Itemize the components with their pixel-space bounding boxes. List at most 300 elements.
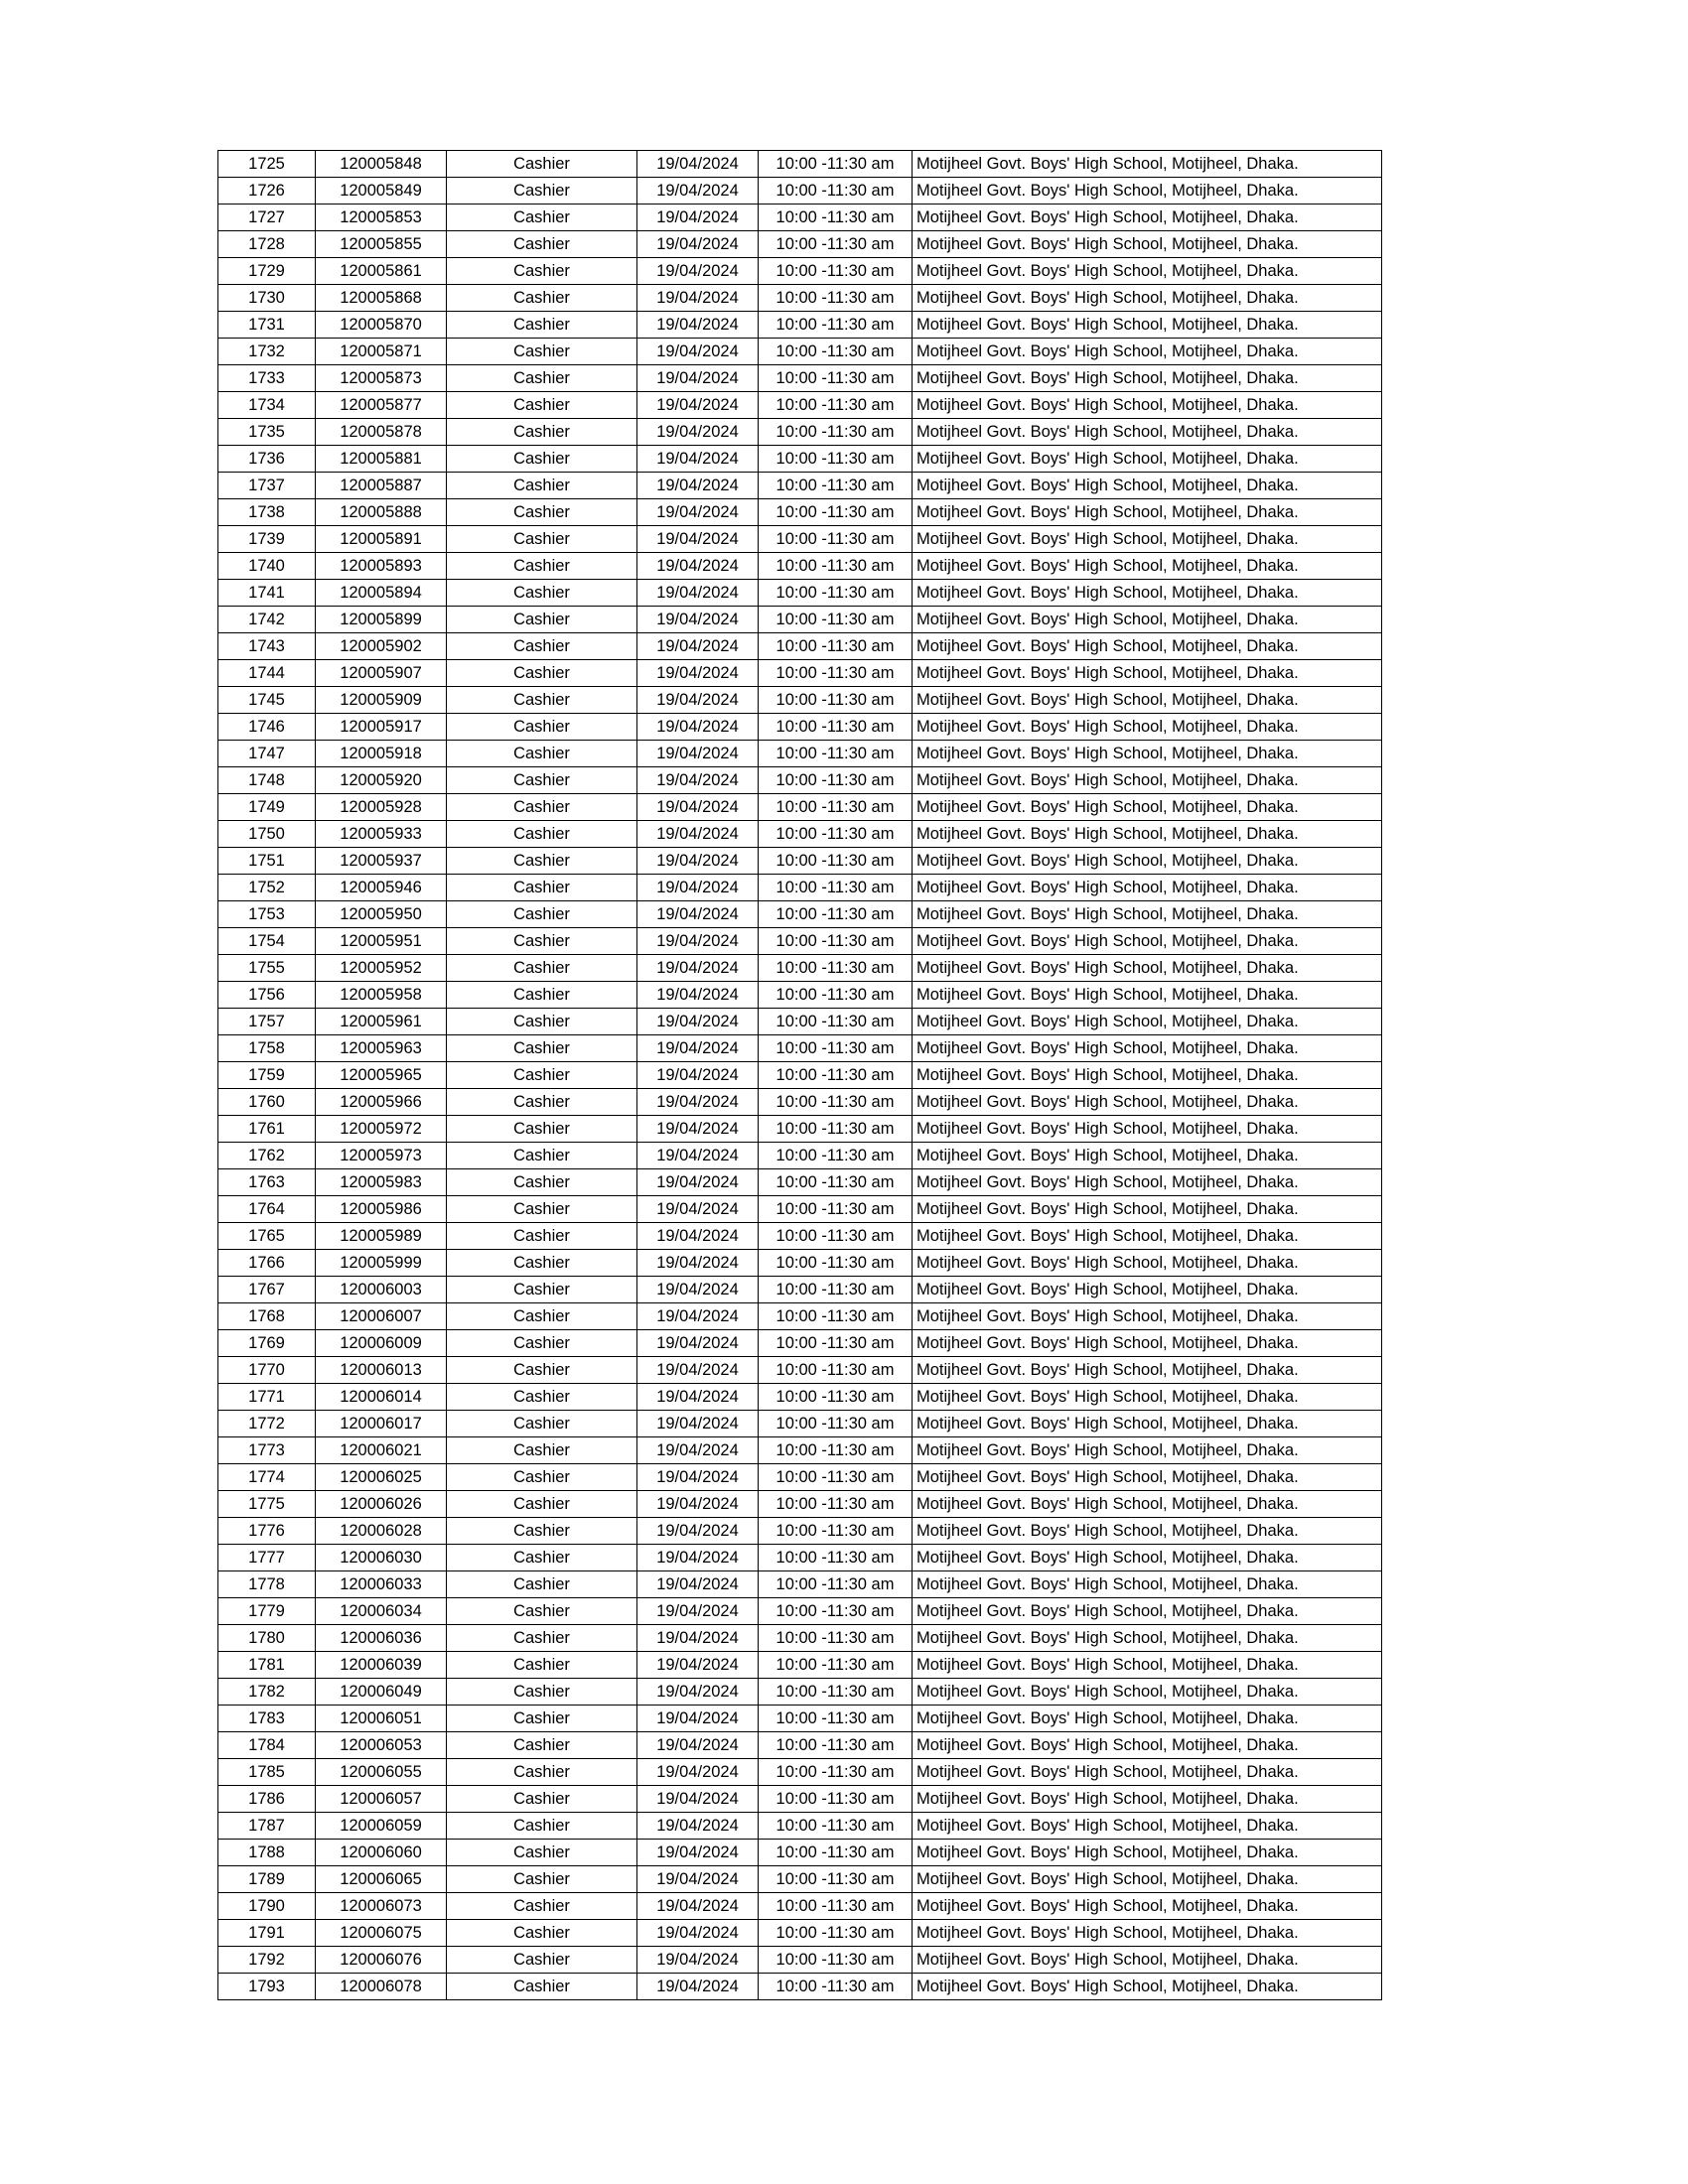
roll-number-cell: 120006059 <box>316 1813 447 1840</box>
post-name-cell: Cashier <box>447 1625 637 1652</box>
serial-cell: 1790 <box>218 1893 316 1920</box>
venue-cell: Motijheel Govt. Boys' High School, Motijheel, Dhaka. <box>913 1169 1382 1196</box>
exam-date-cell: 19/04/2024 <box>637 312 759 339</box>
exam-time-cell: 10:00 -11:30 am <box>759 1035 913 1062</box>
post-name-cell: Cashier <box>447 741 637 767</box>
table-row <box>218 1035 1382 1062</box>
serial-cell: 1741 <box>218 580 316 607</box>
table-row <box>218 580 1382 607</box>
exam-time-cell: 10:00 -11:30 am <box>759 339 913 365</box>
table-row <box>218 151 1382 178</box>
exam-time-cell: 10:00 -11:30 am <box>759 231 913 258</box>
table-row <box>218 526 1382 553</box>
serial-cell: 1736 <box>218 446 316 473</box>
table-row <box>218 1062 1382 1089</box>
table-row <box>218 1759 1382 1786</box>
venue-cell: Motijheel Govt. Boys' High School, Motijheel, Dhaka. <box>913 1411 1382 1437</box>
exam-time-cell: 10:00 -11:30 am <box>759 285 913 312</box>
exam-time-cell: 10:00 -11:30 am <box>759 607 913 633</box>
post-name-cell: Cashier <box>447 499 637 526</box>
table-row <box>218 1571 1382 1598</box>
venue-cell: Motijheel Govt. Boys' High School, Motijheel, Dhaka. <box>913 1196 1382 1223</box>
post-name-cell: Cashier <box>447 714 637 741</box>
table-row <box>218 1840 1382 1866</box>
serial-cell: 1738 <box>218 499 316 526</box>
serial-cell: 1766 <box>218 1250 316 1277</box>
serial-cell: 1728 <box>218 231 316 258</box>
table-row <box>218 741 1382 767</box>
venue-cell: Motijheel Govt. Boys' High School, Motijheel, Dhaka. <box>913 580 1382 607</box>
exam-time-cell: 10:00 -11:30 am <box>759 1866 913 1893</box>
roll-number-cell: 120005951 <box>316 928 447 955</box>
exam-date-cell: 19/04/2024 <box>637 687 759 714</box>
table-body <box>218 151 1382 2000</box>
exam-time-cell: 10:00 -11:30 am <box>759 741 913 767</box>
roll-number-cell: 120005918 <box>316 741 447 767</box>
serial-cell: 1727 <box>218 205 316 231</box>
venue-cell: Motijheel Govt. Boys' High School, Motijheel, Dhaka. <box>913 1223 1382 1250</box>
exam-date-cell: 19/04/2024 <box>637 473 759 499</box>
exam-date-cell: 19/04/2024 <box>637 821 759 848</box>
post-name-cell: Cashier <box>447 1437 637 1464</box>
post-name-cell: Cashier <box>447 1866 637 1893</box>
venue-cell: Motijheel Govt. Boys' High School, Motijheel, Dhaka. <box>913 901 1382 928</box>
roll-number-cell: 120006025 <box>316 1464 447 1491</box>
exam-time-cell: 10:00 -11:30 am <box>759 901 913 928</box>
roll-number-cell: 120005963 <box>316 1035 447 1062</box>
table-row <box>218 1330 1382 1357</box>
serial-cell: 1773 <box>218 1437 316 1464</box>
serial-cell: 1756 <box>218 982 316 1009</box>
post-name-cell: Cashier <box>447 1277 637 1303</box>
exam-time-cell: 10:00 -11:30 am <box>759 1786 913 1813</box>
serial-cell: 1763 <box>218 1169 316 1196</box>
exam-date-cell: 19/04/2024 <box>637 714 759 741</box>
exam-date-cell: 19/04/2024 <box>637 1089 759 1116</box>
venue-cell: Motijheel Govt. Boys' High School, Motijheel, Dhaka. <box>913 312 1382 339</box>
post-name-cell: Cashier <box>447 1974 637 2000</box>
exam-date-cell: 19/04/2024 <box>637 499 759 526</box>
serial-cell: 1744 <box>218 660 316 687</box>
exam-date-cell: 19/04/2024 <box>637 1893 759 1920</box>
table-row <box>218 365 1382 392</box>
serial-cell: 1762 <box>218 1143 316 1169</box>
roll-number-cell: 120005881 <box>316 446 447 473</box>
venue-cell: Motijheel Govt. Boys' High School, Motijheel, Dhaka. <box>913 499 1382 526</box>
serial-cell: 1735 <box>218 419 316 446</box>
table-row <box>218 1545 1382 1571</box>
exam-date-cell: 19/04/2024 <box>637 1143 759 1169</box>
exam-date-cell: 19/04/2024 <box>637 446 759 473</box>
post-name-cell: Cashier <box>447 526 637 553</box>
roll-number-cell: 120006028 <box>316 1518 447 1545</box>
post-name-cell: Cashier <box>447 1196 637 1223</box>
venue-cell: Motijheel Govt. Boys' High School, Motijheel, Dhaka. <box>913 1813 1382 1840</box>
exam-time-cell: 10:00 -11:30 am <box>759 875 913 901</box>
table-row <box>218 875 1382 901</box>
serial-cell: 1747 <box>218 741 316 767</box>
serial-cell: 1782 <box>218 1679 316 1706</box>
exam-time-cell: 10:00 -11:30 am <box>759 499 913 526</box>
venue-cell: Motijheel Govt. Boys' High School, Motijheel, Dhaka. <box>913 848 1382 875</box>
post-name-cell: Cashier <box>447 446 637 473</box>
exam-time-cell: 10:00 -11:30 am <box>759 1062 913 1089</box>
exam-date-cell: 19/04/2024 <box>637 1786 759 1813</box>
exam-date-cell: 19/04/2024 <box>637 1223 759 1250</box>
exam-date-cell: 19/04/2024 <box>637 526 759 553</box>
roll-number-cell: 120005937 <box>316 848 447 875</box>
exam-date-cell: 19/04/2024 <box>637 285 759 312</box>
exam-time-cell: 10:00 -11:30 am <box>759 955 913 982</box>
table-row <box>218 633 1382 660</box>
roll-number-cell: 120006014 <box>316 1384 447 1411</box>
exam-date-cell: 19/04/2024 <box>637 607 759 633</box>
venue-cell: Motijheel Govt. Boys' High School, Motijheel, Dhaka. <box>913 1357 1382 1384</box>
roll-number-cell: 120006049 <box>316 1679 447 1706</box>
exam-time-cell: 10:00 -11:30 am <box>759 767 913 794</box>
serial-cell: 1742 <box>218 607 316 633</box>
post-name-cell: Cashier <box>447 901 637 928</box>
exam-time-cell: 10:00 -11:30 am <box>759 1491 913 1518</box>
exam-time-cell: 10:00 -11:30 am <box>759 312 913 339</box>
serial-cell: 1768 <box>218 1303 316 1330</box>
exam-date-cell: 19/04/2024 <box>637 1062 759 1089</box>
table-row <box>218 1196 1382 1223</box>
table-row <box>218 1384 1382 1411</box>
exam-date-cell: 19/04/2024 <box>637 1357 759 1384</box>
roll-number-cell: 120005917 <box>316 714 447 741</box>
post-name-cell: Cashier <box>447 821 637 848</box>
serial-cell: 1776 <box>218 1518 316 1545</box>
exam-time-cell: 10:00 -11:30 am <box>759 1920 913 1947</box>
post-name-cell: Cashier <box>447 633 637 660</box>
exam-time-cell: 10:00 -11:30 am <box>759 633 913 660</box>
exam-date-cell: 19/04/2024 <box>637 633 759 660</box>
exam-time-cell: 10:00 -11:30 am <box>759 1411 913 1437</box>
roll-number-cell: 120005907 <box>316 660 447 687</box>
table-row <box>218 901 1382 928</box>
serial-cell: 1750 <box>218 821 316 848</box>
roll-number-cell: 120005958 <box>316 982 447 1009</box>
venue-cell: Motijheel Govt. Boys' High School, Motijheel, Dhaka. <box>913 419 1382 446</box>
post-name-cell: Cashier <box>447 553 637 580</box>
venue-cell: Motijheel Govt. Boys' High School, Motijheel, Dhaka. <box>913 1679 1382 1706</box>
roll-number-cell: 120005868 <box>316 285 447 312</box>
serial-cell: 1729 <box>218 258 316 285</box>
post-name-cell: Cashier <box>447 1840 637 1866</box>
post-name-cell: Cashier <box>447 151 637 178</box>
post-name-cell: Cashier <box>447 1089 637 1116</box>
venue-cell: Motijheel Govt. Boys' High School, Motijheel, Dhaka. <box>913 1089 1382 1116</box>
exam-time-cell: 10:00 -11:30 am <box>759 982 913 1009</box>
post-name-cell: Cashier <box>447 1947 637 1974</box>
serial-cell: 1730 <box>218 285 316 312</box>
exam-date-cell: 19/04/2024 <box>637 580 759 607</box>
venue-cell: Motijheel Govt. Boys' High School, Motijheel, Dhaka. <box>913 1571 1382 1598</box>
exam-time-cell: 10:00 -11:30 am <box>759 419 913 446</box>
exam-date-cell: 19/04/2024 <box>637 741 759 767</box>
serial-cell: 1760 <box>218 1089 316 1116</box>
exam-date-cell: 19/04/2024 <box>637 419 759 446</box>
serial-cell: 1758 <box>218 1035 316 1062</box>
table-row <box>218 1974 1382 2000</box>
serial-cell: 1769 <box>218 1330 316 1357</box>
exam-time-cell: 10:00 -11:30 am <box>759 1893 913 1920</box>
exam-date-cell: 19/04/2024 <box>637 1679 759 1706</box>
post-name-cell: Cashier <box>447 1116 637 1143</box>
exam-time-cell: 10:00 -11:30 am <box>759 1840 913 1866</box>
roll-number-cell: 120006036 <box>316 1625 447 1652</box>
roll-number-cell: 120005966 <box>316 1089 447 1116</box>
post-name-cell: Cashier <box>447 1652 637 1679</box>
roll-number-cell: 120005961 <box>316 1009 447 1035</box>
serial-cell: 1787 <box>218 1813 316 1840</box>
table-row <box>218 1893 1382 1920</box>
serial-cell: 1753 <box>218 901 316 928</box>
exam-date-cell: 19/04/2024 <box>637 1947 759 1974</box>
exam-date-cell: 19/04/2024 <box>637 955 759 982</box>
venue-cell: Motijheel Govt. Boys' High School, Motijheel, Dhaka. <box>913 1840 1382 1866</box>
exam-time-cell: 10:00 -11:30 am <box>759 553 913 580</box>
serial-cell: 1767 <box>218 1277 316 1303</box>
table-row <box>218 553 1382 580</box>
exam-date-cell: 19/04/2024 <box>637 928 759 955</box>
serial-cell: 1752 <box>218 875 316 901</box>
post-name-cell: Cashier <box>447 1250 637 1277</box>
serial-cell: 1785 <box>218 1759 316 1786</box>
exam-time-cell: 10:00 -11:30 am <box>759 1813 913 1840</box>
exam-date-cell: 19/04/2024 <box>637 1840 759 1866</box>
venue-cell: Motijheel Govt. Boys' High School, Motijheel, Dhaka. <box>913 1009 1382 1035</box>
exam-time-cell: 10:00 -11:30 am <box>759 526 913 553</box>
roll-number-cell: 120005909 <box>316 687 447 714</box>
exam-date-cell: 19/04/2024 <box>637 1545 759 1571</box>
exam-date-cell: 19/04/2024 <box>637 1866 759 1893</box>
exam-date-cell: 19/04/2024 <box>637 1920 759 1947</box>
venue-cell: Motijheel Govt. Boys' High School, Motijheel, Dhaka. <box>913 633 1382 660</box>
roll-number-cell: 120005878 <box>316 419 447 446</box>
roll-number-cell: 120005855 <box>316 231 447 258</box>
venue-cell: Motijheel Govt. Boys' High School, Motijheel, Dhaka. <box>913 526 1382 553</box>
venue-cell: Motijheel Govt. Boys' High School, Motijheel, Dhaka. <box>913 1330 1382 1357</box>
venue-cell: Motijheel Govt. Boys' High School, Motijheel, Dhaka. <box>913 875 1382 901</box>
venue-cell: Motijheel Govt. Boys' High School, Motijheel, Dhaka. <box>913 741 1382 767</box>
serial-cell: 1734 <box>218 392 316 419</box>
exam-time-cell: 10:00 -11:30 am <box>759 473 913 499</box>
exam-time-cell: 10:00 -11:30 am <box>759 1384 913 1411</box>
post-name-cell: Cashier <box>447 580 637 607</box>
exam-time-cell: 10:00 -11:30 am <box>759 1437 913 1464</box>
exam-date-cell: 19/04/2024 <box>637 1169 759 1196</box>
exam-date-cell: 19/04/2024 <box>637 1759 759 1786</box>
exam-date-cell: 19/04/2024 <box>637 365 759 392</box>
table-row <box>218 231 1382 258</box>
post-name-cell: Cashier <box>447 1732 637 1759</box>
table-row <box>218 1947 1382 1974</box>
table-row <box>218 285 1382 312</box>
post-name-cell: Cashier <box>447 1223 637 1250</box>
serial-cell: 1779 <box>218 1598 316 1625</box>
venue-cell: Motijheel Govt. Boys' High School, Motijheel, Dhaka. <box>913 607 1382 633</box>
roll-number-cell: 120006060 <box>316 1840 447 1866</box>
roll-number-cell: 120005888 <box>316 499 447 526</box>
serial-cell: 1781 <box>218 1652 316 1679</box>
roll-number-cell: 120005989 <box>316 1223 447 1250</box>
serial-cell: 1774 <box>218 1464 316 1491</box>
post-name-cell: Cashier <box>447 1357 637 1384</box>
post-name-cell: Cashier <box>447 1545 637 1571</box>
table-row <box>218 1866 1382 1893</box>
roll-number-cell: 120005973 <box>316 1143 447 1169</box>
serial-cell: 1791 <box>218 1920 316 1947</box>
post-name-cell: Cashier <box>447 1411 637 1437</box>
table-row <box>218 1411 1382 1437</box>
serial-cell: 1759 <box>218 1062 316 1089</box>
post-name-cell: Cashier <box>447 1384 637 1411</box>
venue-cell: Motijheel Govt. Boys' High School, Motijheel, Dhaka. <box>913 1464 1382 1491</box>
exam-time-cell: 10:00 -11:30 am <box>759 1974 913 2000</box>
venue-cell: Motijheel Govt. Boys' High School, Motijheel, Dhaka. <box>913 767 1382 794</box>
venue-cell: Motijheel Govt. Boys' High School, Motijheel, Dhaka. <box>913 392 1382 419</box>
exam-date-cell: 19/04/2024 <box>637 767 759 794</box>
venue-cell: Motijheel Govt. Boys' High School, Motijheel, Dhaka. <box>913 1277 1382 1303</box>
exam-time-cell: 10:00 -11:30 am <box>759 1652 913 1679</box>
table-row <box>218 687 1382 714</box>
exam-date-cell: 19/04/2024 <box>637 258 759 285</box>
table-row <box>218 1706 1382 1732</box>
venue-cell: Motijheel Govt. Boys' High School, Motijheel, Dhaka. <box>913 365 1382 392</box>
post-name-cell: Cashier <box>447 928 637 955</box>
serial-cell: 1786 <box>218 1786 316 1813</box>
table-row <box>218 1813 1382 1840</box>
exam-time-cell: 10:00 -11:30 am <box>759 714 913 741</box>
post-name-cell: Cashier <box>447 205 637 231</box>
post-name-cell: Cashier <box>447 1679 637 1706</box>
serial-cell: 1777 <box>218 1545 316 1571</box>
roll-number-cell: 120005853 <box>316 205 447 231</box>
table-row <box>218 205 1382 231</box>
exam-time-cell: 10:00 -11:30 am <box>759 848 913 875</box>
serial-cell: 1740 <box>218 553 316 580</box>
table-row <box>218 1009 1382 1035</box>
venue-cell: Motijheel Govt. Boys' High School, Motijheel, Dhaka. <box>913 1143 1382 1169</box>
venue-cell: Motijheel Govt. Boys' High School, Motijheel, Dhaka. <box>913 982 1382 1009</box>
serial-cell: 1789 <box>218 1866 316 1893</box>
table-row <box>218 1143 1382 1169</box>
post-name-cell: Cashier <box>447 1598 637 1625</box>
table-row <box>218 1652 1382 1679</box>
exam-time-cell: 10:00 -11:30 am <box>759 1089 913 1116</box>
post-name-cell: Cashier <box>447 339 637 365</box>
serial-cell: 1746 <box>218 714 316 741</box>
exam-time-cell: 10:00 -11:30 am <box>759 392 913 419</box>
exam-date-cell: 19/04/2024 <box>637 151 759 178</box>
venue-cell: Motijheel Govt. Boys' High School, Motijheel, Dhaka. <box>913 1116 1382 1143</box>
venue-cell: Motijheel Govt. Boys' High School, Motijheel, Dhaka. <box>913 1491 1382 1518</box>
post-name-cell: Cashier <box>447 1035 637 1062</box>
post-name-cell: Cashier <box>447 1786 637 1813</box>
serial-cell: 1731 <box>218 312 316 339</box>
table-row <box>218 419 1382 446</box>
post-name-cell: Cashier <box>447 1813 637 1840</box>
exam-time-cell: 10:00 -11:30 am <box>759 1571 913 1598</box>
post-name-cell: Cashier <box>447 1464 637 1491</box>
roll-number-cell: 120006013 <box>316 1357 447 1384</box>
post-name-cell: Cashier <box>447 312 637 339</box>
venue-cell: Motijheel Govt. Boys' High School, Motijheel, Dhaka. <box>913 821 1382 848</box>
venue-cell: Motijheel Govt. Boys' High School, Motijheel, Dhaka. <box>913 285 1382 312</box>
serial-cell: 1739 <box>218 526 316 553</box>
exam-date-cell: 19/04/2024 <box>637 231 759 258</box>
table-row <box>218 794 1382 821</box>
roll-number-cell: 120006078 <box>316 1974 447 2000</box>
table-row <box>218 660 1382 687</box>
exam-date-cell: 19/04/2024 <box>637 339 759 365</box>
venue-cell: Motijheel Govt. Boys' High School, Motijheel, Dhaka. <box>913 339 1382 365</box>
serial-cell: 1784 <box>218 1732 316 1759</box>
table-row <box>218 339 1382 365</box>
venue-cell: Motijheel Govt. Boys' High School, Motijheel, Dhaka. <box>913 231 1382 258</box>
venue-cell: Motijheel Govt. Boys' High School, Motijheel, Dhaka. <box>913 446 1382 473</box>
table-row <box>218 955 1382 982</box>
table-row <box>218 1786 1382 1813</box>
roll-number-cell: 120006053 <box>316 1732 447 1759</box>
table-row <box>218 392 1382 419</box>
roll-number-cell: 120006021 <box>316 1437 447 1464</box>
serial-cell: 1775 <box>218 1491 316 1518</box>
exam-date-cell: 19/04/2024 <box>637 1035 759 1062</box>
roll-number-cell: 120005999 <box>316 1250 447 1277</box>
table-row <box>218 1357 1382 1384</box>
post-name-cell: Cashier <box>447 1706 637 1732</box>
roll-number-cell: 120005861 <box>316 258 447 285</box>
roll-number-cell: 120006026 <box>316 1491 447 1518</box>
serial-cell: 1772 <box>218 1411 316 1437</box>
exam-time-cell: 10:00 -11:30 am <box>759 821 913 848</box>
venue-cell: Motijheel Govt. Boys' High School, Motijheel, Dhaka. <box>913 1598 1382 1625</box>
exam-date-cell: 19/04/2024 <box>637 1813 759 1840</box>
table-row <box>218 473 1382 499</box>
exam-time-cell: 10:00 -11:30 am <box>759 1250 913 1277</box>
post-name-cell: Cashier <box>447 392 637 419</box>
table-row <box>218 1732 1382 1759</box>
roll-number-cell: 120005871 <box>316 339 447 365</box>
exam-date-cell: 19/04/2024 <box>637 1250 759 1277</box>
serial-cell: 1733 <box>218 365 316 392</box>
post-name-cell: Cashier <box>447 258 637 285</box>
roll-number-cell: 120006017 <box>316 1411 447 1437</box>
roll-number-cell: 120006065 <box>316 1866 447 1893</box>
serial-cell: 1725 <box>218 151 316 178</box>
exam-date-cell: 19/04/2024 <box>637 875 759 901</box>
post-name-cell: Cashier <box>447 365 637 392</box>
serial-cell: 1749 <box>218 794 316 821</box>
venue-cell: Motijheel Govt. Boys' High School, Motijheel, Dhaka. <box>913 1732 1382 1759</box>
post-name-cell: Cashier <box>447 1893 637 1920</box>
serial-cell: 1732 <box>218 339 316 365</box>
exam-date-cell: 19/04/2024 <box>637 1491 759 1518</box>
post-name-cell: Cashier <box>447 231 637 258</box>
exam-time-cell: 10:00 -11:30 am <box>759 1947 913 1974</box>
post-name-cell: Cashier <box>447 1330 637 1357</box>
venue-cell: Motijheel Govt. Boys' High School, Motijheel, Dhaka. <box>913 1518 1382 1545</box>
exam-time-cell: 10:00 -11:30 am <box>759 1277 913 1303</box>
exam-time-cell: 10:00 -11:30 am <box>759 794 913 821</box>
serial-cell: 1737 <box>218 473 316 499</box>
venue-cell: Motijheel Govt. Boys' High School, Motijheel, Dhaka. <box>913 1437 1382 1464</box>
exam-time-cell: 10:00 -11:30 am <box>759 1759 913 1786</box>
post-name-cell: Cashier <box>447 1143 637 1169</box>
